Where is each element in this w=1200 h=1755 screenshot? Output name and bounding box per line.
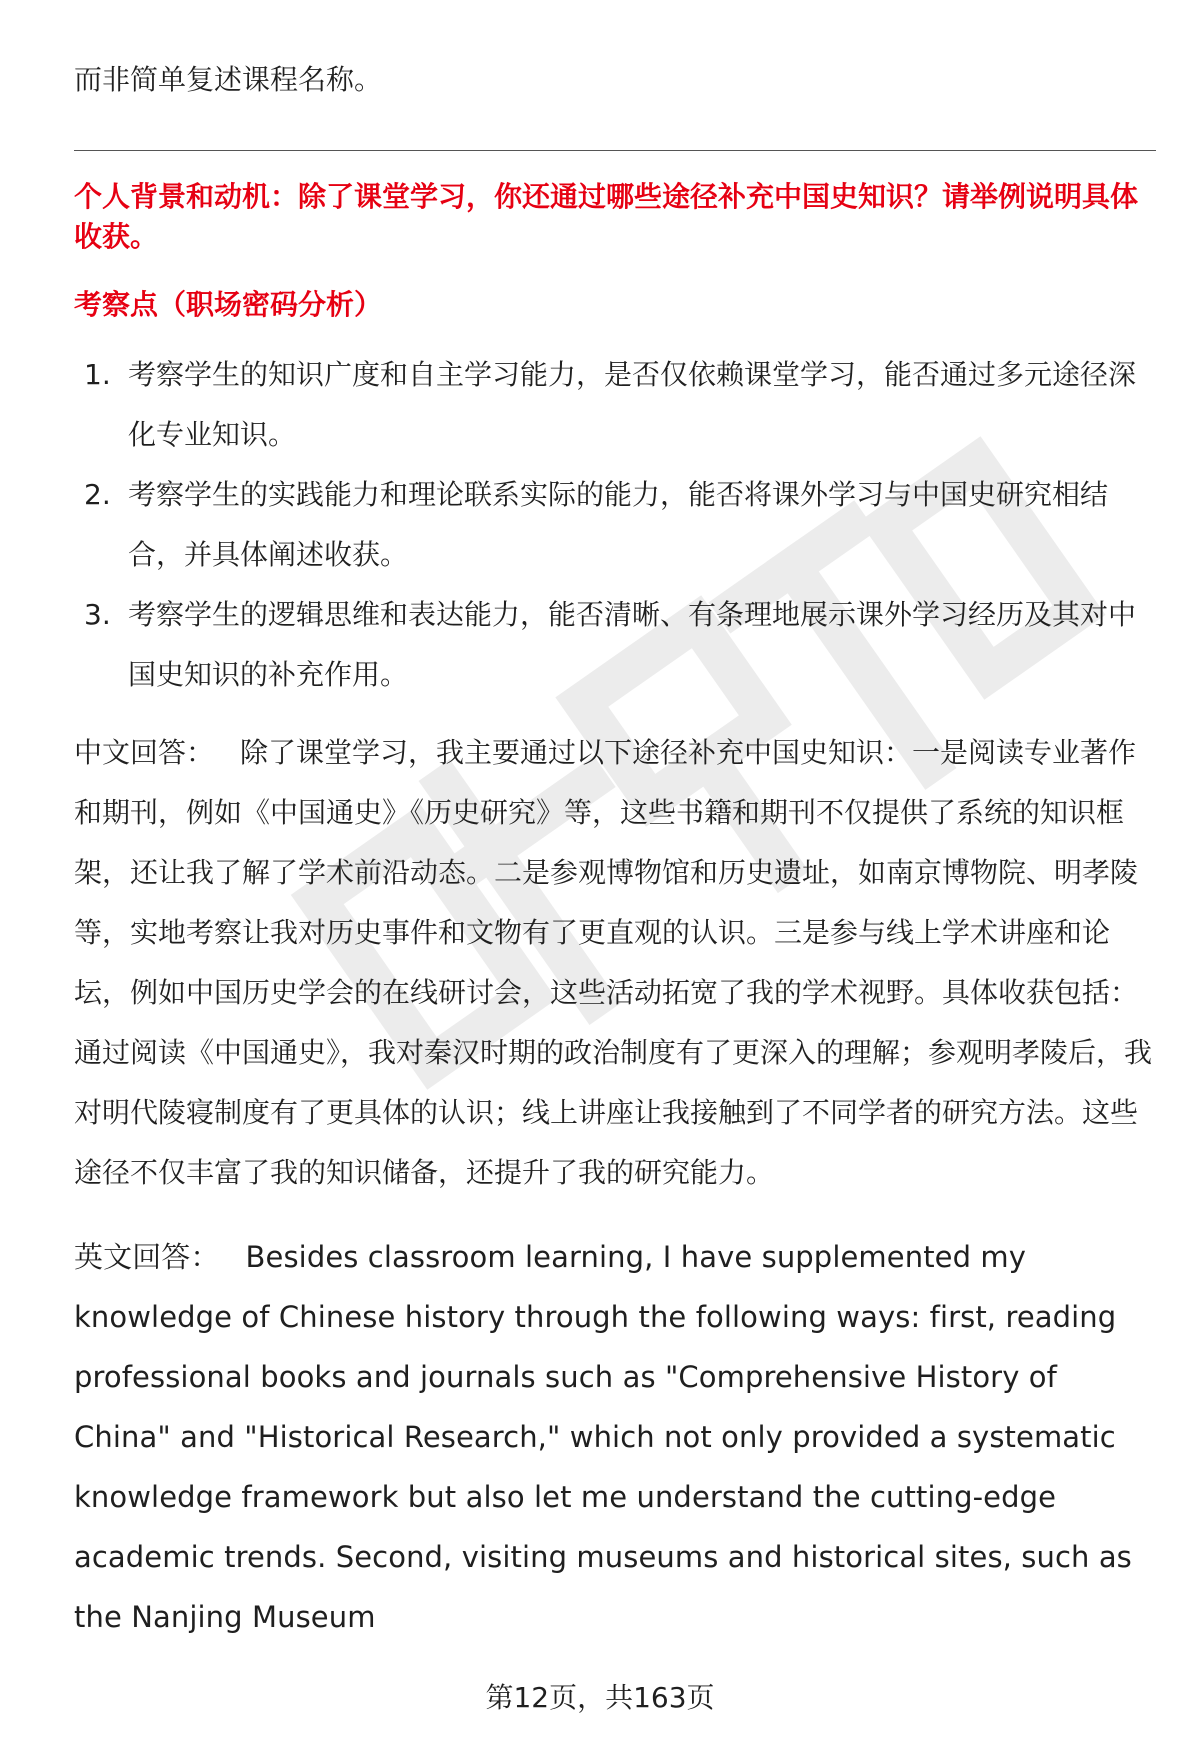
list-item <box>74 465 1156 585</box>
list-text: 考察学生的实践能力和理论联系实际的能力，能否将课外学习与中国史研究相结合，并具体阐述收获。 <box>128 478 1109 571</box>
document-page <box>74 52 1156 1647</box>
list-text: 考察学生的逻辑思维和表达能力，能否清晰、有条理地展示课外学习经历及其对中国史知识的补充作用。 <box>128 598 1137 691</box>
list-item <box>74 585 1156 705</box>
list-number: 2. <box>84 478 111 511</box>
list-text: 考察学生的知识广度和自主学习能力，是否仅依赖课堂学习，能否通过多元途径深化专业知识。 <box>128 358 1137 451</box>
list-number: 3. <box>84 598 111 631</box>
english-answer <box>74 1227 1156 1647</box>
section-divider <box>74 150 1156 151</box>
assessment-heading: 考察点（职场密码分析） <box>74 288 383 321</box>
page-footer: 第12页，共163页 <box>485 1681 715 1714</box>
list-number: 1. <box>84 358 111 391</box>
assessment-list <box>74 345 1156 705</box>
intro-fragment: 而非简单复述课程名称。 <box>74 63 383 96</box>
chinese-answer-label: 中文回答： <box>74 736 215 769</box>
list-item <box>74 345 1156 465</box>
question-heading: 个人背景和动机：除了课堂学习，你还通过哪些途径补充中国史知识？请举例说明具体收获。 <box>74 180 1139 253</box>
chinese-answer <box>74 723 1156 1203</box>
chinese-answer-text: 除了课堂学习，我主要通过以下途径补充中国史知识：一是阅读专业著作和期刊，例如《中国通史》《历史研究》等，这些书籍和期刊不仅提供了系统的知识框架，还让我了解了学术前沿动态。二是参观博物馆和历史遗址，如南京博物院、明孝陵等，实地考察让我对历史事件和文物有了更直观的认识。三是参与线上学术讲座和论坛，例如中国历史学会的在线研讨会，这些活动拓宽了我的学术视野。具体收获包括：通过阅读《中国通史》，我对秦汉时期的政治制度有了更深入的理解；参观明孝陵后，我对明代陵寝制度有了更具体的认识；线上讲座让我接触到了不同学者的研究方法。这些途径不仅丰富了我的知识储备，还提升了我的研究能力。 <box>74 736 1153 1189</box>
english-answer-text: Besides classroom learning, I have supplemented my knowledge of Chinese history through the following ways: first, reading professional books and journals such as "Comprehensive History of China" and "Historical Research," which not only provided a systematic knowledge framework but also let me understand the cutting-edge academic trends. Second, visiting museums and historical sites, such as the Nanjing Museum <box>74 1240 1132 1634</box>
english-answer-label: 英文回答： <box>74 1240 220 1274</box>
